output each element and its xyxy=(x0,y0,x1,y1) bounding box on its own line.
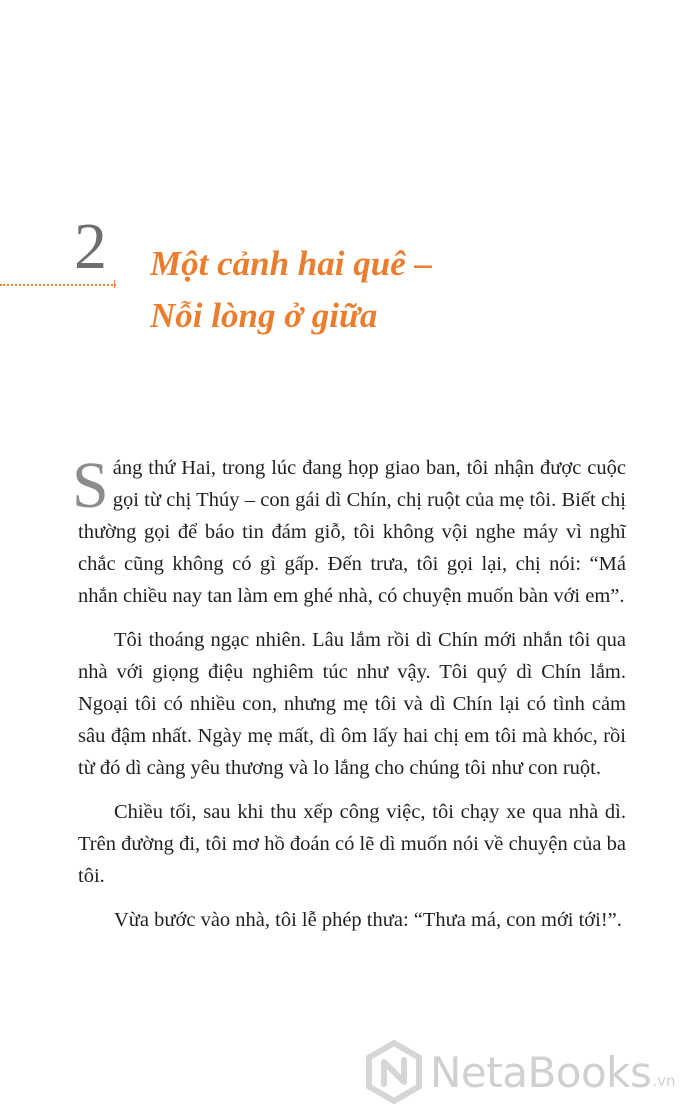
body-text xyxy=(72,449,626,948)
chapter-title xyxy=(150,238,432,342)
paragraph-1-text: áng thứ Hai, trong lúc đang họp giao ban, tôi nhận được cuộc gọi từ chị Thúy – con gái dì Chín, chị ruột của mẹ tôi. Biết chị thường gọi để báo tin đám giỗ, tôi không vội nghe máy vì nghĩ chắc cũng không có gì gấp. Đến trưa, tôi gọi lại, chị nói: “Má nhắn chiều nay tan làm em ghé nhà, có chuyện muốn bàn với em”. xyxy=(78,457,626,607)
watermark-brand: NetaBooks xyxy=(430,1047,652,1097)
paragraph-2: Tôi thoáng ngạc nhiên. Lâu lắm rồi dì Chín mới nhắn tôi qua nhà với giọng điệu nghiêm túc như vậy. Tôi quý dì Chín lắm. Ngoại tôi có nhiều con, nhưng mẹ tôi và dì Chín lại có tình cảm sâu đậm nhất. Ngày mẹ mất, dì ôm lấy hai chị em tôi mà khóc, rồi từ đó dì càng yêu thương và lo lắng cho chúng tôi như con ruột. xyxy=(78,629,626,779)
chapter-number: 2 xyxy=(74,210,107,283)
paragraph-4: Vừa bước vào nhà, tôi lễ phép thưa: “Thưa má, con mới tới!”. xyxy=(114,909,622,931)
paragraph-1 xyxy=(72,449,626,612)
drop-cap: S xyxy=(72,449,109,522)
chapter-title-line-1: Một cảnh hai quê – xyxy=(150,244,432,283)
watermark xyxy=(362,1040,692,1104)
netabooks-logo-icon xyxy=(362,1040,426,1104)
watermark-suffix: .vn xyxy=(652,1072,676,1090)
chapter-title-line-2: Nỗi lòng ở giữa xyxy=(150,296,378,335)
chapter-dotted-rule xyxy=(0,284,116,286)
paragraph-3: Chiều tối, sau khi thu xếp công việc, tôi chạy xe qua nhà dì. Trên đường đi, tôi mơ hồ đoán có lẽ dì muốn nói về chuyện của ba tôi. xyxy=(78,801,626,887)
chapter-rule-end xyxy=(114,280,115,288)
